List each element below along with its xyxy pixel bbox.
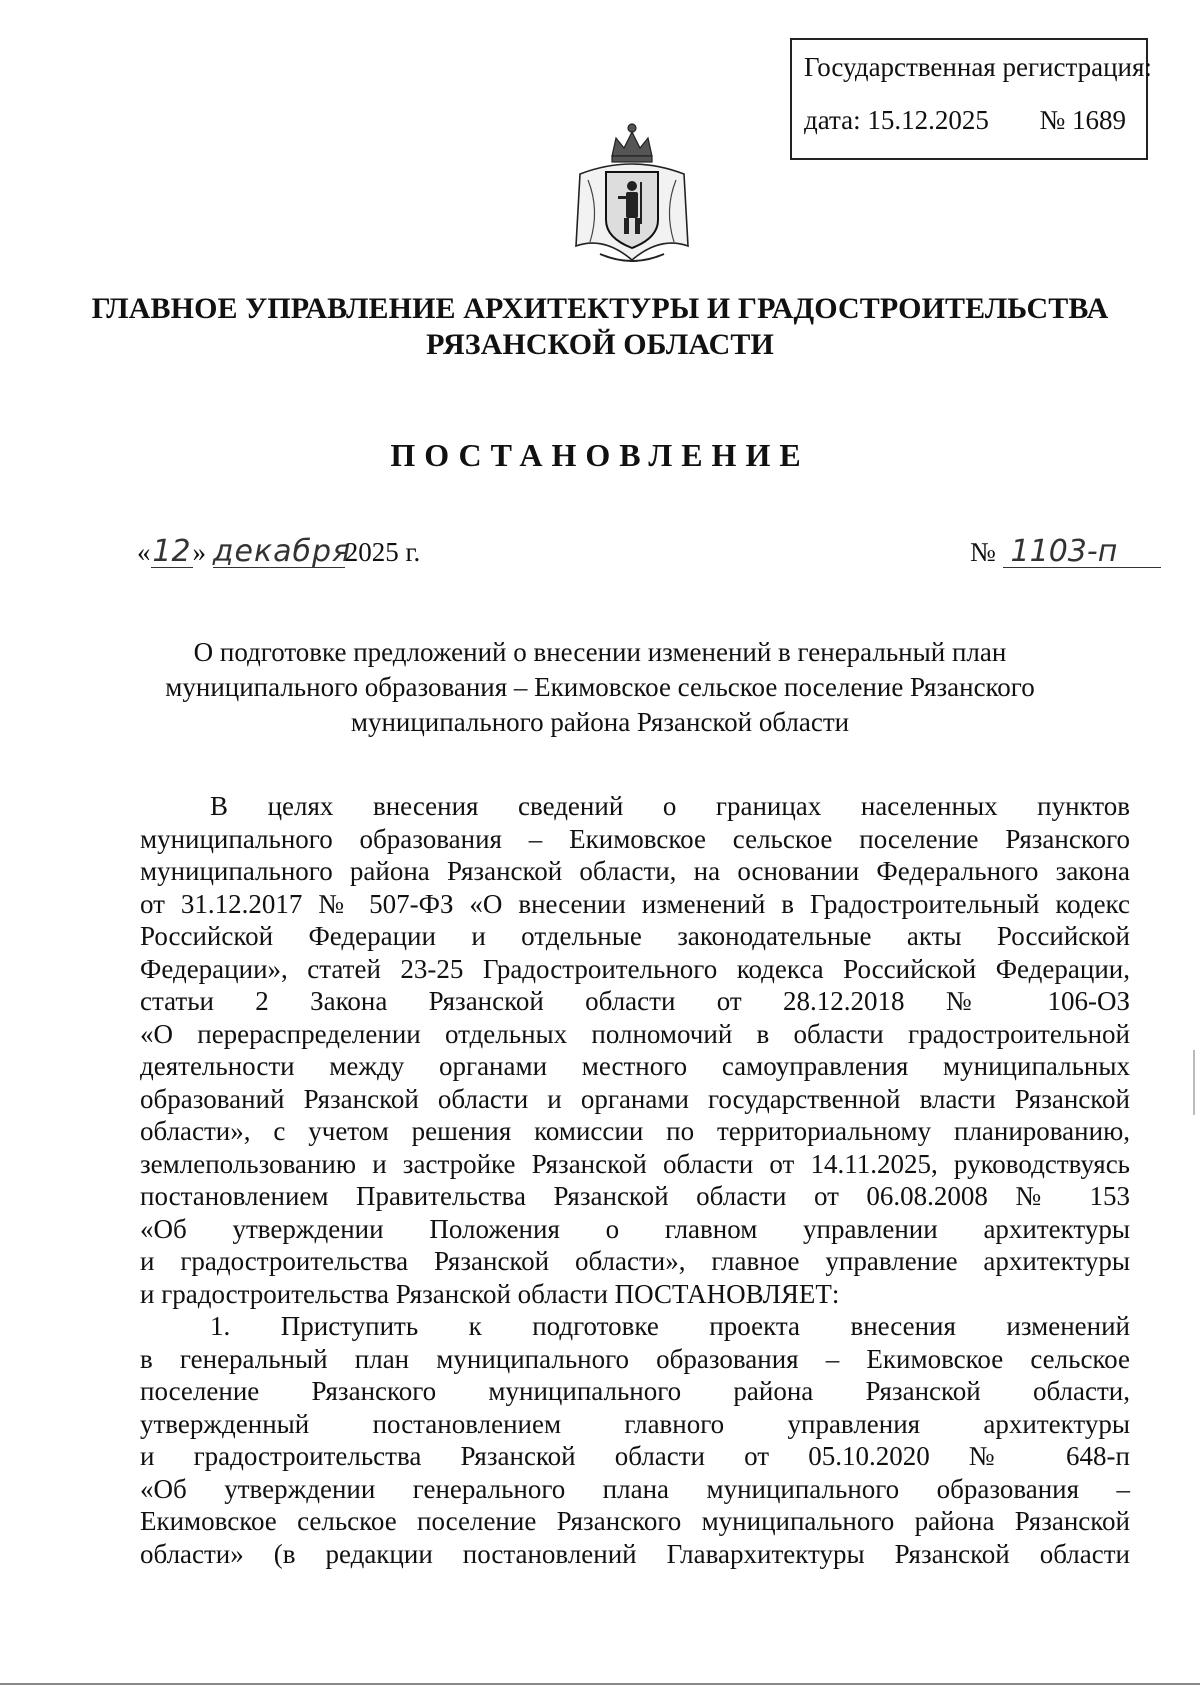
body-line: Екимовское сельское поселение Рязанского муниципального района Рязанской [140, 1506, 1130, 1536]
date-close-quote: » [192, 537, 206, 567]
handwritten-number: 1103-п [1003, 537, 1161, 568]
body-line: области» (в редакции постановлений Главархитектуры Рязанской области [140, 1538, 1130, 1569]
body-line: статьи 2 Закона Рязанской области от 28.12.2018 № 106-ОЗ [140, 986, 1130, 1016]
body-line: и градостроительства Рязанской области от 05.10.2020 № 648-п [140, 1441, 1130, 1471]
document-body [140, 790, 1130, 1570]
body-line: и градостроительства Рязанской области», главное управление архитектуры [140, 1246, 1130, 1276]
body-line: утвержденный постановлением главного управления архитектуры [140, 1408, 1130, 1439]
body-line: области», с учетом решения комиссии по территориальному планированию, [140, 1116, 1130, 1146]
body-line: 1. Приступить к подготовке проекта внесения изменений [210, 1311, 1130, 1341]
body-line: и градостроительства Рязанской области ПОСТАНОВЛЯЕТ: [140, 1278, 840, 1309]
body-line: от 31.12.2017 № 507-ФЗ «О внесении изменений в Градостроительный кодекс [140, 888, 1130, 919]
body-line: Федерации», статей 23-25 Градостроительного кодекса Российской Федерации, [140, 953, 1130, 984]
document-subject [120, 635, 1080, 740]
subject-line: муниципального района Рязанской области [350, 707, 850, 737]
body-line: «Об утверждении Положения о главном управлении архитектуры [140, 1213, 1130, 1244]
registration-date: дата: 15.12.2025 [804, 105, 989, 135]
organization-name-line2: РЯЗАНСКОЙ ОБЛАСТИ [426, 328, 774, 361]
registration-title: Государственная регистрация: [804, 52, 1152, 82]
body-line: муниципального образования – Екимовское сельское поселение Рязанского [140, 823, 1130, 854]
page-bottom-rule [0, 1683, 1200, 1685]
body-line: поселение Рязанского муниципального района Рязанской области, [140, 1376, 1130, 1406]
body-line: Российской Федерации и отдельные законодательные акты Российской [140, 921, 1130, 951]
registration-details [804, 107, 1132, 134]
scan-artifact [1193, 1085, 1195, 1115]
body-line: муниципального района Рязанской области, на основании Федерального закона [140, 856, 1130, 886]
body-line: В целях внесения сведений о границах населенных пунктов [210, 791, 1130, 821]
number-label: № [970, 537, 996, 567]
body-line: «Об утверждении генерального плана муниципального образования – [140, 1473, 1130, 1504]
document-type-title: ПОСТАНОВЛЕНИЕ [390, 437, 810, 473]
handwritten-day: 12 [152, 534, 191, 569]
coat-of-arms-emblem [560, 118, 705, 268]
body-line: образований Рязанской области и органами государственной власти Рязанской [140, 1083, 1130, 1114]
handwritten-month: декабря [212, 534, 352, 569]
body-line: постановлением Правительства Рязанской области от 06.08.2008 № 153 [140, 1181, 1130, 1211]
body-line: деятельности между органами местного самоуправления муниципальных [140, 1051, 1130, 1081]
document-date [137, 534, 421, 569]
subject-line: О подготовке предложений о внесении изменений в генеральный план [193, 637, 1007, 667]
body-line: землепользованию и застройке Рязанской области от 14.11.2025, руководствуясь [140, 1148, 1130, 1179]
registration-stamp [790, 38, 1152, 160]
organization-name-line1: ГЛАВНОЕ УПРАВЛЕНИЕ АРХИТЕКТУРЫ И ГРАДОСТРОИТЕЛЬСТВА [91, 292, 1109, 325]
body-line: «О перераспределении отдельных полномочий в области градостроительной [140, 1018, 1130, 1049]
date-open-quote: « [137, 537, 151, 567]
document-number [970, 534, 1161, 569]
subject-line: муниципального образования – Екимовское сельское поселение Рязанского [165, 672, 1035, 702]
date-year: 2025 г. [344, 537, 421, 567]
registration-number: № 1689 [1039, 105, 1126, 135]
body-line: в генеральный план муниципального образования – Екимовское сельское [140, 1343, 1130, 1374]
